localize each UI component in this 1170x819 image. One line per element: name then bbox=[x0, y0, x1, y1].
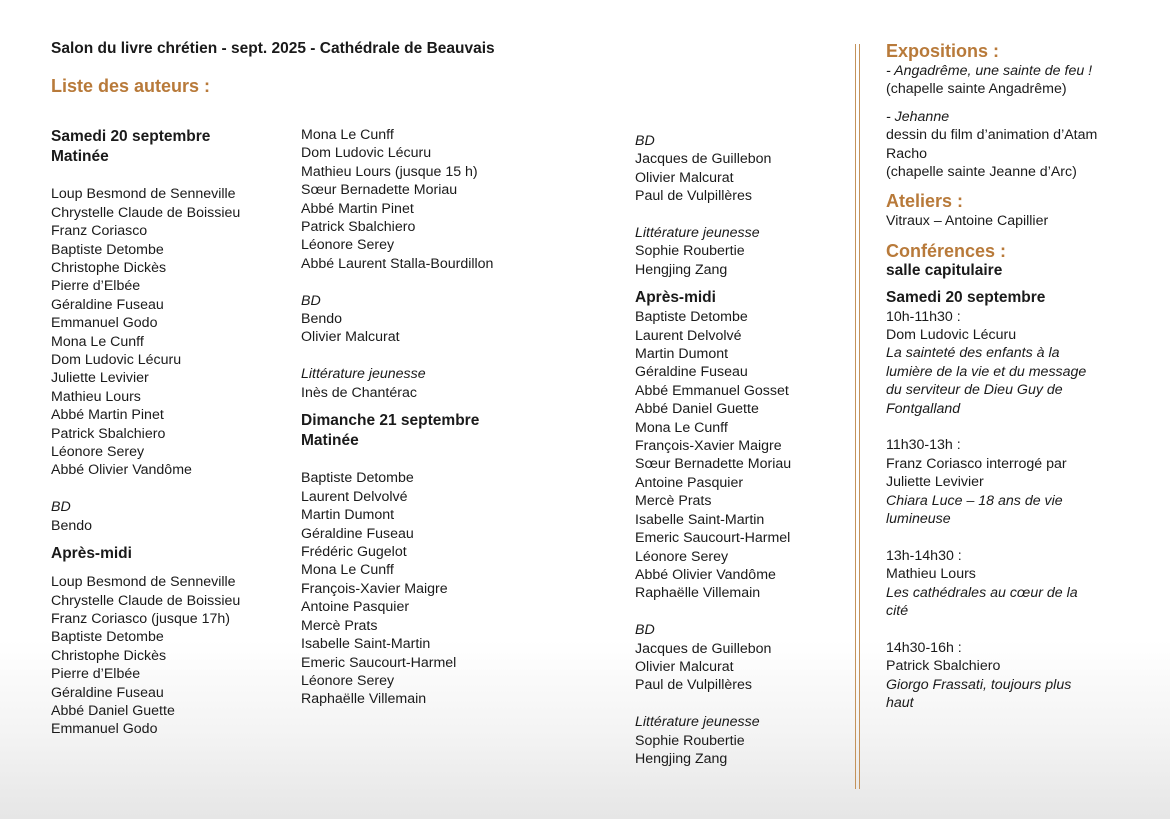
exposition-description: dessin du film d’animation d’Atam bbox=[886, 127, 1098, 144]
author-name: Inès de Chantérac bbox=[301, 384, 417, 401]
day-heading-saturday: Samedi 20 septembre bbox=[51, 128, 211, 145]
document-title: Salon du livre chrétien - sept. 2025 - Cathédrale de Beauvais bbox=[51, 40, 495, 57]
talk-time: 10h-11h30 : bbox=[886, 308, 961, 325]
author-name: Chrystelle Claude de Boissieu bbox=[51, 204, 241, 221]
author-name: Emeric Saucourt-Harmel bbox=[635, 530, 791, 547]
talk-list bbox=[886, 308, 1156, 713]
author-name: Baptiste Detombe bbox=[51, 241, 164, 258]
events-column bbox=[886, 40, 1156, 713]
name-list bbox=[635, 640, 791, 695]
talk-speaker: Patrick Sbalchiero bbox=[886, 658, 1001, 675]
author-name: Dom Ludovic Lécuru bbox=[51, 352, 182, 369]
author-name: Hengjing Zang bbox=[635, 750, 728, 767]
author-name: Abbé Martin Pinet bbox=[301, 200, 414, 217]
talk-speaker: Dom Ludovic Lécuru bbox=[886, 327, 1017, 344]
author-name: Mona Le Cunff bbox=[51, 333, 144, 350]
author-name: Abbé Martin Pinet bbox=[51, 407, 164, 424]
author-name: Martin Dumont bbox=[301, 507, 395, 524]
author-name: Jacques de Guillebon bbox=[635, 151, 772, 168]
authors-column-1 bbox=[51, 127, 240, 739]
talk-title: Giorgo Frassati, toujours plus bbox=[886, 676, 1072, 693]
author-name: Chrystelle Claude de Boissieu bbox=[51, 592, 241, 609]
author-name: Laurent Delvolvé bbox=[635, 327, 742, 344]
talk-title: Les cathédrales au cœur de la bbox=[886, 584, 1078, 601]
talk-title: du serviteur de Dieu Guy de bbox=[886, 382, 1063, 399]
author-name: Raphaëlle Villemain bbox=[635, 585, 761, 602]
author-name: Léonore Serey bbox=[301, 672, 395, 689]
talk-title: lumière de la vie et du message bbox=[886, 363, 1087, 380]
authors-heading: Liste des auteurs : bbox=[51, 76, 211, 96]
talk-item bbox=[886, 418, 1156, 528]
author-name: Jacques de Guillebon bbox=[635, 640, 772, 657]
author-name: Mercè Prats bbox=[301, 617, 378, 634]
session-heading-morning: Matinée bbox=[51, 148, 109, 165]
talk-speaker: Franz Coriasco interrogé par bbox=[886, 455, 1067, 472]
name-list bbox=[301, 310, 493, 347]
session-heading-morning: Matinée bbox=[301, 432, 359, 450]
exposition-description: Racho bbox=[886, 145, 928, 162]
author-name: Bendo bbox=[51, 517, 93, 534]
session-heading-afternoon: Après-midi bbox=[51, 545, 132, 563]
author-name: Léonore Serey bbox=[51, 444, 145, 461]
name-list bbox=[51, 185, 240, 480]
session-heading-afternoon: Après-midi bbox=[635, 289, 716, 307]
column-divider bbox=[855, 44, 856, 789]
author-name: Mona Le Cunff bbox=[301, 562, 394, 579]
author-name: Abbé Olivier Vandôme bbox=[51, 462, 192, 479]
author-name: Abbé Emmanuel Gosset bbox=[635, 382, 789, 399]
talk-item bbox=[886, 308, 1156, 418]
author-name: Raphaëlle Villemain bbox=[301, 691, 427, 708]
category-bd: BD bbox=[51, 499, 71, 516]
author-name: Mathieu Lours bbox=[51, 388, 141, 405]
name-list bbox=[635, 308, 791, 603]
talk-speaker: Juliette Levivier bbox=[886, 474, 984, 491]
exposition-title: - Jehanne bbox=[886, 108, 950, 125]
talk-title: Chiara Luce – 18 ans de vie bbox=[886, 492, 1063, 509]
author-name: Hengjing Zang bbox=[635, 261, 728, 278]
talk-item bbox=[886, 529, 1156, 621]
conference-room: salle capitulaire bbox=[886, 261, 1003, 279]
author-name: Laurent Delvolvé bbox=[301, 488, 408, 505]
author-name: François-Xavier Maigre bbox=[301, 580, 448, 597]
author-name: Emmanuel Godo bbox=[51, 315, 158, 332]
name-list bbox=[301, 126, 493, 273]
day-heading-sunday: Dimanche 21 septembre bbox=[301, 412, 480, 430]
exposition-title: - Angadrême, une sainte de feu ! bbox=[886, 63, 1093, 79]
authors-column-2 bbox=[301, 126, 493, 709]
author-name: Olivier Malcurat bbox=[635, 658, 734, 675]
talk-time: 14h30-16h : bbox=[886, 639, 962, 656]
author-name: Emeric Saucourt-Harmel bbox=[301, 654, 457, 671]
author-name: Olivier Malcurat bbox=[301, 329, 400, 346]
author-name: Antoine Pasquier bbox=[301, 599, 410, 616]
author-name: Mona Le Cunff bbox=[635, 419, 728, 436]
author-name: Paul de Vulpillères bbox=[635, 677, 752, 694]
author-name: Sœur Bernadette Moriau bbox=[301, 182, 458, 199]
talk-speaker: Mathieu Lours bbox=[886, 566, 976, 583]
author-name: Emmanuel Godo bbox=[51, 721, 158, 738]
authors-column-3 bbox=[635, 132, 791, 768]
name-list bbox=[51, 573, 240, 739]
category-bd: BD bbox=[301, 292, 321, 309]
author-name: Géraldine Fuseau bbox=[301, 525, 414, 542]
name-list bbox=[301, 384, 493, 402]
ateliers-heading: Ateliers : bbox=[886, 191, 964, 212]
author-name: Léonore Serey bbox=[635, 548, 729, 565]
author-name: Loup Besmond de Senneville bbox=[51, 186, 236, 203]
author-name: Baptiste Detombe bbox=[51, 629, 164, 646]
author-name: Patrick Sbalchiero bbox=[51, 425, 166, 442]
name-list bbox=[51, 517, 240, 535]
talk-time: 13h-14h30 : bbox=[886, 547, 962, 564]
author-name: Sophie Roubertie bbox=[635, 243, 745, 260]
category-youth-literature: Littérature jeunesse bbox=[635, 714, 760, 731]
category-youth-literature: Littérature jeunesse bbox=[635, 225, 760, 242]
expositions-heading: Expositions : bbox=[886, 41, 1000, 61]
name-list bbox=[635, 242, 791, 279]
author-name: Géraldine Fuseau bbox=[635, 364, 748, 381]
author-name: Géraldine Fuseau bbox=[51, 684, 164, 701]
talk-time: 11h30-13h : bbox=[886, 437, 961, 454]
talk-title: cité bbox=[886, 603, 909, 620]
author-name: Sophie Roubertie bbox=[635, 732, 745, 749]
talk-title: lumineuse bbox=[886, 511, 951, 528]
author-name: Léonore Serey bbox=[301, 237, 395, 254]
author-name: Baptiste Detombe bbox=[301, 470, 414, 487]
talk-title: La sainteté des enfants à la bbox=[886, 345, 1060, 362]
category-bd: BD bbox=[635, 622, 655, 639]
author-name: Géraldine Fuseau bbox=[51, 296, 164, 313]
author-name: Pierre d’Elbée bbox=[51, 666, 141, 683]
author-name: Isabelle Saint-Martin bbox=[301, 636, 431, 653]
author-name: Olivier Malcurat bbox=[635, 169, 734, 186]
author-name: Dom Ludovic Lécuru bbox=[301, 145, 432, 162]
author-name: Frédéric Gugelot bbox=[301, 544, 407, 561]
author-name: Abbé Olivier Vandôme bbox=[635, 566, 776, 583]
author-name: Pierre d’Elbée bbox=[51, 278, 141, 295]
author-name: Antoine Pasquier bbox=[635, 474, 744, 491]
category-youth-literature: Littérature jeunesse bbox=[301, 366, 426, 383]
author-name: Abbé Daniel Guette bbox=[51, 702, 175, 719]
author-name: Abbé Daniel Guette bbox=[635, 401, 759, 418]
author-name: François-Xavier Maigre bbox=[635, 438, 782, 455]
talk-item bbox=[886, 621, 1156, 713]
author-name: Abbé Laurent Stalla-Bourdillon bbox=[301, 255, 494, 272]
author-name: Bendo bbox=[301, 311, 343, 328]
author-name: Mercè Prats bbox=[635, 493, 712, 510]
author-name: Baptiste Detombe bbox=[635, 309, 748, 326]
category-bd: BD bbox=[635, 133, 655, 149]
author-name: Franz Coriasco bbox=[51, 223, 148, 240]
name-list bbox=[635, 732, 791, 769]
atelier-item: Vitraux – Antoine Capillier bbox=[886, 213, 1049, 230]
author-name: Christophe Dickès bbox=[51, 647, 167, 664]
author-name: Loup Besmond de Senneville bbox=[51, 574, 236, 591]
author-name: Patrick Sbalchiero bbox=[301, 219, 416, 236]
column-divider bbox=[859, 44, 860, 789]
exposition-location: (chapelle sainte Angadrême) bbox=[886, 81, 1067, 98]
author-name: Mona Le Cunff bbox=[301, 127, 394, 143]
name-list bbox=[635, 150, 791, 205]
conference-day: Samedi 20 septembre bbox=[886, 289, 1046, 307]
author-name: Juliette Levivier bbox=[51, 370, 149, 387]
name-list bbox=[301, 469, 493, 708]
talk-title: Fontgalland bbox=[886, 400, 961, 417]
author-name: Mathieu Lours (jusque 15 h) bbox=[301, 163, 478, 180]
author-name: Franz Coriasco (jusque 17h) bbox=[51, 610, 230, 627]
author-name: Sœur Bernadette Moriau bbox=[635, 456, 792, 473]
author-name: Christophe Dickès bbox=[51, 260, 167, 277]
conferences-heading: Conférences : bbox=[886, 240, 1007, 261]
author-name: Isabelle Saint-Martin bbox=[635, 511, 765, 528]
talk-title: haut bbox=[886, 695, 914, 712]
author-name: Martin Dumont bbox=[635, 346, 729, 363]
author-name: Paul de Vulpillères bbox=[635, 188, 752, 205]
exposition-location: (chapelle sainte Jeanne d’Arc) bbox=[886, 164, 1077, 181]
